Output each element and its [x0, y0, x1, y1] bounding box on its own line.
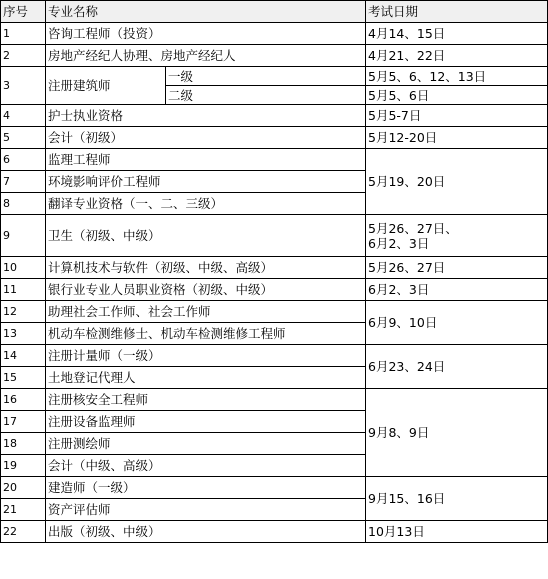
row-no: 19: [1, 455, 46, 477]
row-no: 2: [1, 45, 46, 67]
row-name: 机动车检测维修士、机动车检测维修工程师: [46, 323, 366, 345]
row-no: 22: [1, 521, 46, 543]
row-date: 4月14、15日: [366, 23, 548, 45]
row-date: 9月8、9日: [366, 389, 548, 477]
row-name: 咨询工程师（投资）: [46, 23, 366, 45]
row-no: 21: [1, 499, 46, 521]
row-date: 5月5、6、12、13日: [366, 67, 548, 86]
row-date: 6月2、3日: [366, 279, 548, 301]
row-name: 资产评估师: [46, 499, 366, 521]
table-row: [1, 257, 548, 279]
row-name: 注册测绘师: [46, 433, 366, 455]
header-no: 序号: [1, 1, 46, 23]
row-name: 注册核安全工程师: [46, 389, 366, 411]
row-no: 10: [1, 257, 46, 279]
row-date: 5月12-20日: [366, 127, 548, 149]
table-row: [1, 215, 548, 257]
row-name: 翻译专业资格（一、二、三级）: [46, 193, 366, 215]
row-name: 护士执业资格: [46, 105, 366, 127]
header-date: 考试日期: [366, 1, 548, 23]
row-date: 5月19、20日: [366, 149, 548, 215]
row-name: 注册设备监理师: [46, 411, 366, 433]
row-name: 建造师（一级）: [46, 477, 366, 499]
table-row: [1, 477, 548, 499]
row-date-line: 6月2、3日: [368, 235, 430, 251]
table-row: [1, 389, 548, 411]
row-date: 5月5-7日: [366, 105, 548, 127]
row-date: 6月23、24日: [366, 345, 548, 389]
row-no: 9: [1, 215, 46, 257]
row-no: 6: [1, 149, 46, 171]
row-name: 会计（中级、高级）: [46, 455, 366, 477]
header-row: [1, 1, 548, 23]
row-no: 15: [1, 367, 46, 389]
row-name: 卫生（初级、中级）: [46, 215, 366, 257]
row-name: 环境影响评价工程师: [46, 171, 366, 193]
table-row: [1, 127, 548, 149]
row-no: 16: [1, 389, 46, 411]
table-row: [1, 279, 548, 301]
row-name: 土地登记代理人: [46, 367, 366, 389]
row-name: 助理社会工作师、社会工作师: [46, 301, 366, 323]
table-row: [1, 149, 548, 171]
row-date: 5月5、6日: [366, 86, 548, 105]
row-no: 5: [1, 127, 46, 149]
row-date: [366, 215, 548, 257]
row-no: 13: [1, 323, 46, 345]
table-row: [1, 521, 548, 543]
row-date: 5月26、27日: [366, 257, 548, 279]
row-date-line: 5月26、27日、: [368, 220, 458, 236]
row-no: 14: [1, 345, 46, 367]
row-no: 17: [1, 411, 46, 433]
table-row: [1, 67, 548, 86]
row-date: 10月13日: [366, 521, 548, 543]
row-name: 注册建筑师: [46, 67, 166, 105]
row-date: 4月21、22日: [366, 45, 548, 67]
table-row: [1, 105, 548, 127]
table-row: [1, 23, 548, 45]
row-name: 出版（初级、中级）: [46, 521, 366, 543]
row-no: 3: [1, 67, 46, 105]
row-no: 12: [1, 301, 46, 323]
row-date: 9月15、16日: [366, 477, 548, 521]
row-name: 房地产经纪人协理、房地产经纪人: [46, 45, 366, 67]
row-name: 计算机技术与软件（初级、中级、高级）: [46, 257, 366, 279]
row-no: 1: [1, 23, 46, 45]
row-no: 8: [1, 193, 46, 215]
header-name: 专业名称: [46, 1, 366, 23]
row-no: 18: [1, 433, 46, 455]
row-name: 注册计量师（一级）: [46, 345, 366, 367]
table-row: [1, 45, 548, 67]
row-name: 监理工程师: [46, 149, 366, 171]
row-sub-level: 一级: [166, 67, 366, 86]
row-no: 11: [1, 279, 46, 301]
row-name: 会计（初级）: [46, 127, 366, 149]
row-sub-level: 二级: [166, 86, 366, 105]
row-no: 4: [1, 105, 46, 127]
row-no: 7: [1, 171, 46, 193]
row-no: 20: [1, 477, 46, 499]
row-name: 银行业专业人员职业资格（初级、中级）: [46, 279, 366, 301]
table-row: [1, 301, 548, 323]
table-row: [1, 345, 548, 367]
row-date: 6月9、10日: [366, 301, 548, 345]
